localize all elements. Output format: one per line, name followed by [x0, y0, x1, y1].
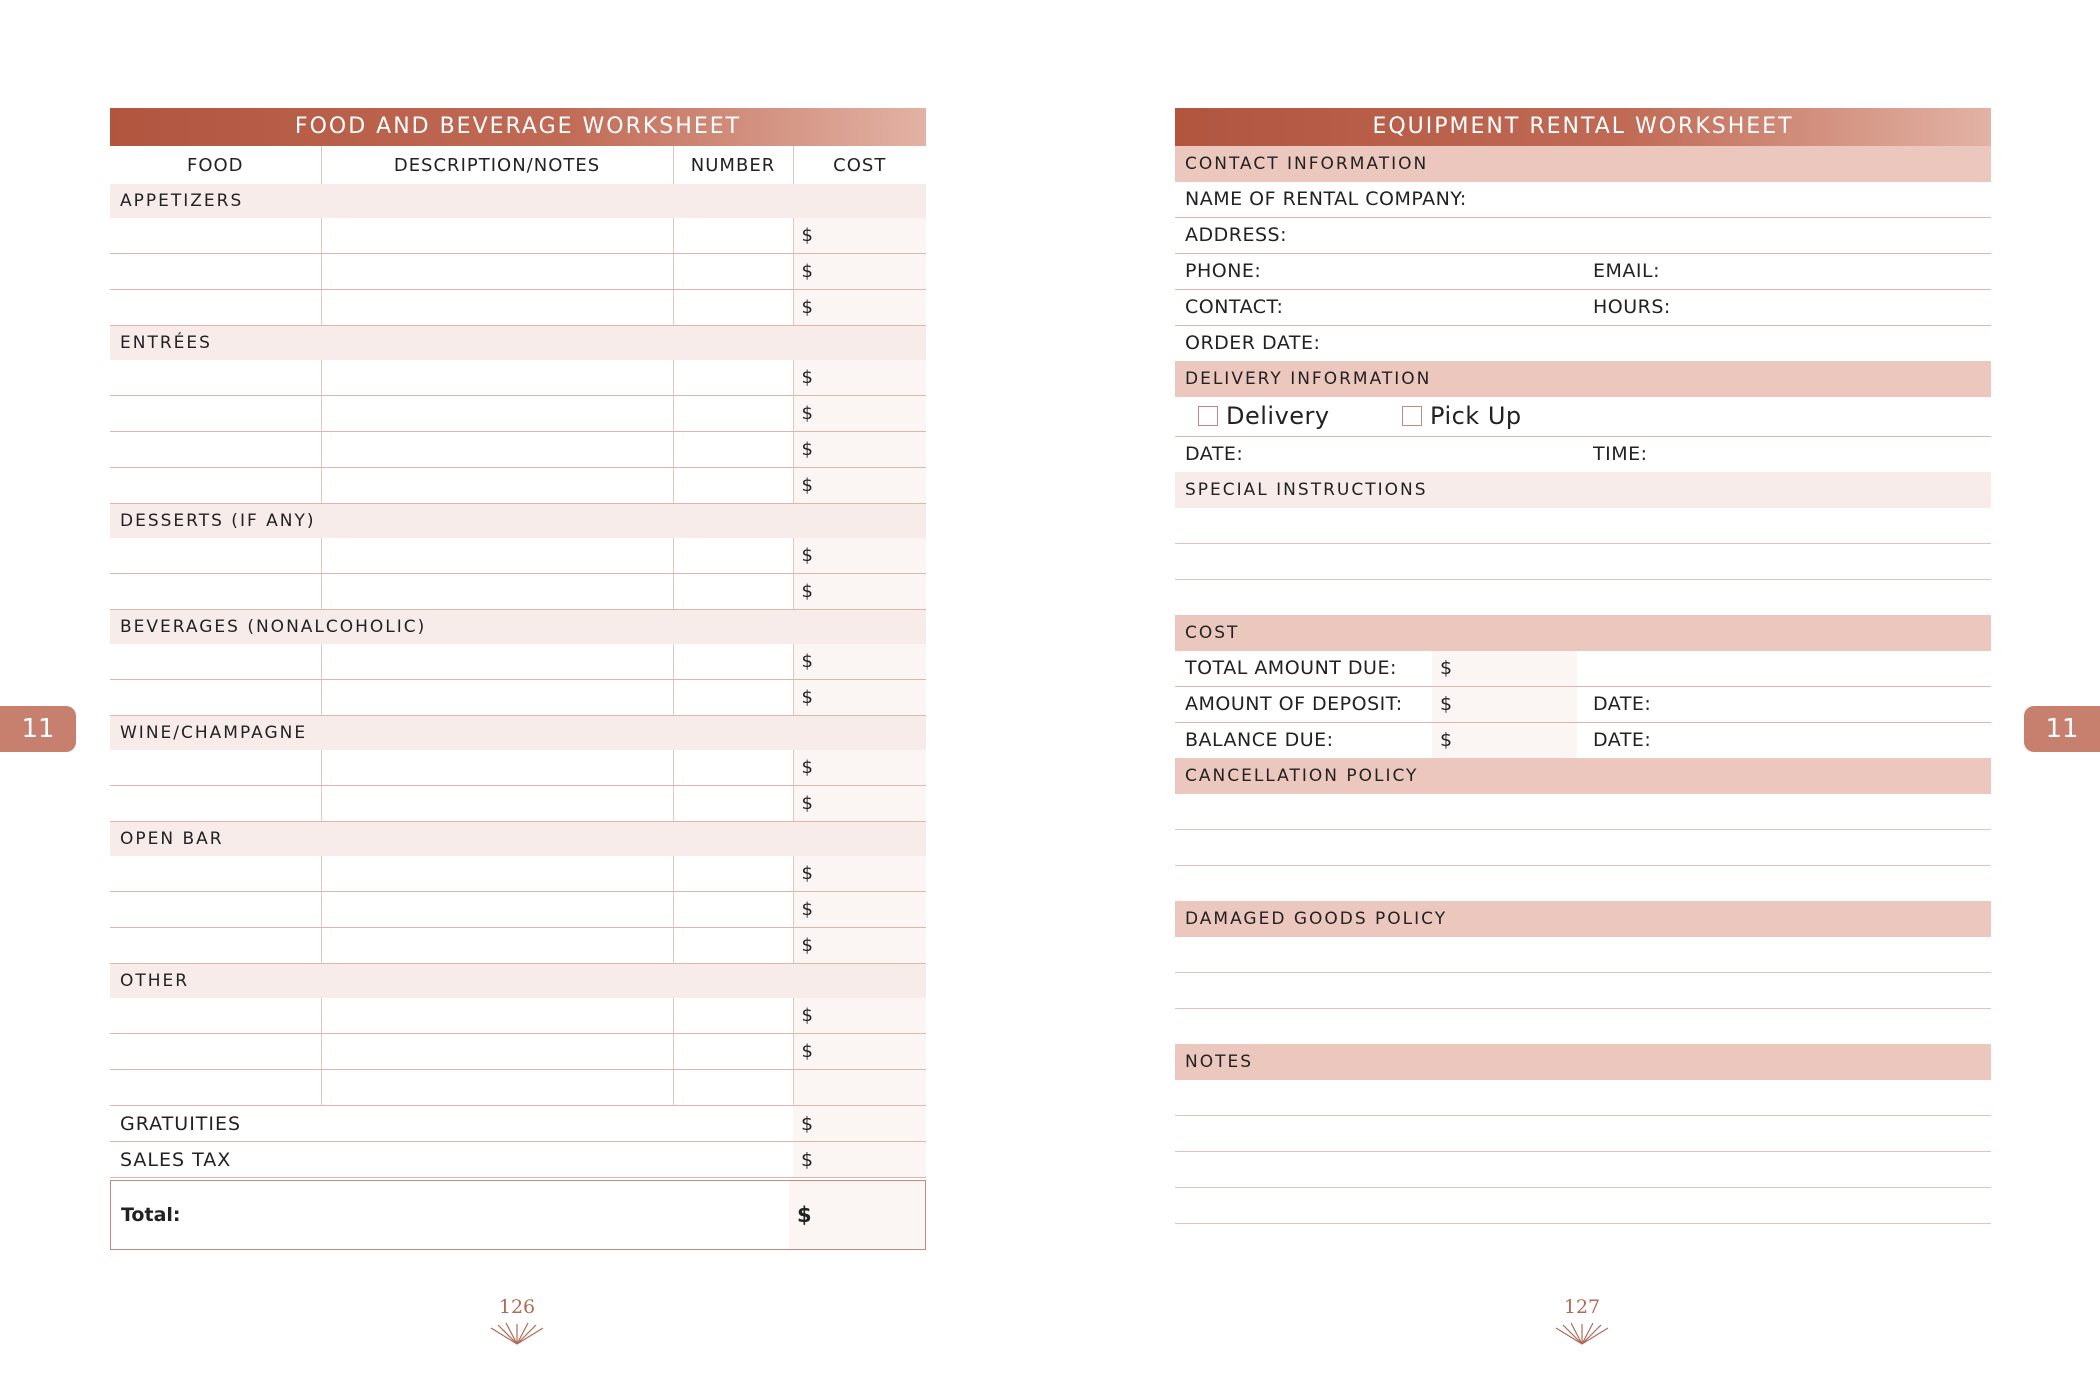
cost-cell[interactable]: $ — [793, 680, 926, 716]
number-cell[interactable] — [673, 644, 793, 680]
chapter-tab-right: 11 — [2024, 706, 2100, 752]
damaged-goods-line[interactable] — [1175, 937, 1991, 973]
sales-tax-row[interactable] — [110, 1142, 926, 1178]
contact-label: CONTACT: — [1185, 296, 1284, 318]
spacer — [1175, 580, 1991, 615]
notes-line[interactable] — [1175, 1188, 1991, 1224]
description-cell[interactable] — [321, 856, 673, 892]
email-label: EMAIL: — [1593, 260, 1660, 282]
cost-cell[interactable]: $ — [793, 644, 926, 680]
gratuities-cost[interactable]: $ — [793, 1106, 926, 1142]
deposit-label: AMOUNT OF DEPOSIT: — [1185, 693, 1403, 715]
col-description: DESCRIPTION/NOTES — [321, 146, 673, 184]
cost-cell[interactable]: $ — [793, 538, 926, 574]
total-due-row[interactable] — [1175, 651, 1991, 687]
damaged-goods-policy-heading: DAMAGED GOODS POLICY — [1175, 901, 1991, 937]
description-cell[interactable] — [321, 928, 673, 964]
number-cell[interactable] — [673, 750, 793, 786]
worksheet-title: FOOD AND BEVERAGE WORKSHEET — [110, 108, 926, 146]
description-cell[interactable] — [321, 998, 673, 1034]
food-cell[interactable] — [110, 680, 321, 716]
sales-tax-label: SALES TAX — [110, 1142, 793, 1178]
cost-cell[interactable]: $ — [793, 1034, 926, 1070]
page-number-right — [1542, 1296, 1622, 1346]
table-row[interactable] — [110, 1034, 926, 1070]
deposit-date-label: DATE: — [1593, 693, 1652, 715]
notes-line[interactable] — [1175, 1116, 1991, 1152]
contact-information-heading: CONTACT INFORMATION — [1175, 146, 1991, 182]
cost-cell[interactable]: $ — [793, 856, 926, 892]
delivery-option-label: Delivery — [1226, 402, 1330, 430]
table-row[interactable] — [110, 750, 926, 786]
food-cell[interactable] — [110, 750, 321, 786]
cancellation-policy-heading: CANCELLATION POLICY — [1175, 758, 1991, 794]
table-row[interactable] — [110, 218, 926, 254]
description-cell[interactable] — [321, 750, 673, 786]
number-cell[interactable] — [673, 998, 793, 1034]
number-cell[interactable] — [673, 1034, 793, 1070]
page-number-left — [477, 1296, 557, 1346]
delivery-date-label: DATE: — [1185, 443, 1244, 465]
number-cell[interactable] — [673, 856, 793, 892]
number-cell[interactable] — [673, 538, 793, 574]
description-cell[interactable] — [321, 786, 673, 822]
table-row[interactable] — [110, 928, 926, 964]
category-wine — [110, 716, 926, 751]
cost-heading: COST — [1175, 615, 1991, 651]
description-cell[interactable] — [321, 218, 673, 254]
category-beverages — [110, 610, 926, 645]
food-cell[interactable] — [110, 892, 321, 928]
equipment-rental-worksheet — [1175, 108, 1991, 1224]
order-date-label: ORDER DATE: — [1185, 332, 1321, 354]
table-row[interactable] — [110, 574, 926, 610]
table-row[interactable] — [110, 360, 926, 396]
description-cell[interactable] — [321, 1034, 673, 1070]
page-number-text: 127 — [1563, 1296, 1601, 1318]
address-row[interactable] — [1175, 218, 1991, 254]
notes-heading: NOTES — [1175, 1044, 1991, 1080]
number-cell[interactable] — [673, 680, 793, 716]
gratuities-label: GRATUITIES — [110, 1106, 793, 1142]
sales-tax-cost[interactable]: $ — [793, 1142, 926, 1178]
category-open-bar — [110, 822, 926, 857]
delivery-information-heading: DELIVERY INFORMATION — [1175, 361, 1991, 397]
damaged-goods-line[interactable] — [1175, 973, 1991, 1009]
cost-cell[interactable]: $ — [793, 786, 926, 822]
number-cell[interactable] — [673, 468, 793, 504]
food-cell[interactable] — [110, 468, 321, 504]
phone-label: PHONE: — [1185, 260, 1262, 282]
food-cell[interactable] — [110, 644, 321, 680]
food-cell[interactable] — [110, 396, 321, 432]
number-cell[interactable] — [673, 254, 793, 290]
special-instructions-line[interactable] — [1175, 544, 1991, 580]
food-cell[interactable] — [110, 1070, 321, 1106]
total-due-label: TOTAL AMOUNT DUE: — [1185, 657, 1397, 679]
category-label: BEVERAGES (NONALCOHOLIC) — [110, 610, 926, 645]
chapter-tab-left: 11 — [0, 706, 76, 752]
category-label: OPEN BAR — [110, 822, 926, 857]
number-cell[interactable] — [673, 396, 793, 432]
description-cell[interactable] — [321, 574, 673, 610]
col-cost: COST — [793, 146, 926, 184]
category-label: OTHER — [110, 964, 926, 999]
cost-cell[interactable]: $ — [793, 290, 926, 326]
deposit-amount[interactable]: $ — [1432, 687, 1577, 722]
cost-cell[interactable]: $ — [793, 998, 926, 1034]
cancellation-line[interactable] — [1175, 794, 1991, 830]
total-cost[interactable]: $ — [789, 1181, 925, 1249]
order-date-row[interactable] — [1175, 326, 1991, 361]
col-number: NUMBER — [673, 146, 793, 184]
description-cell[interactable] — [321, 360, 673, 396]
table-row[interactable] — [110, 786, 926, 822]
balance-row[interactable] — [1175, 723, 1991, 758]
sunburst-ornament-icon — [1554, 1322, 1610, 1346]
delivery-date-time-row[interactable] — [1175, 437, 1991, 472]
description-cell[interactable] — [321, 254, 673, 290]
cost-cell[interactable]: $ — [793, 432, 926, 468]
table-row[interactable] — [110, 644, 926, 680]
phone-email-row[interactable] — [1175, 254, 1991, 290]
table-row[interactable] — [110, 432, 926, 468]
cost-cell[interactable]: $ — [793, 892, 926, 928]
special-instructions-heading: SPECIAL INSTRUCTIONS — [1175, 472, 1991, 508]
category-appetizers — [110, 184, 926, 218]
category-label: ENTRÉES — [110, 326, 926, 361]
description-cell[interactable] — [321, 396, 673, 432]
table-row[interactable] — [110, 680, 926, 716]
description-cell[interactable] — [321, 680, 673, 716]
hours-label: HOURS: — [1593, 296, 1671, 318]
description-cell[interactable] — [321, 468, 673, 504]
table-row[interactable] — [110, 290, 926, 326]
number-cell[interactable] — [673, 290, 793, 326]
table-row[interactable] — [110, 1070, 926, 1106]
category-label: DESSERTS (IF ANY) — [110, 504, 926, 539]
table-row[interactable] — [110, 856, 926, 892]
number-cell[interactable] — [673, 218, 793, 254]
description-cell[interactable] — [321, 290, 673, 326]
cost-cell[interactable]: $ — [793, 468, 926, 504]
category-label: APPETIZERS — [110, 184, 926, 218]
special-instructions-line[interactable] — [1175, 508, 1991, 544]
total-box[interactable] — [110, 1180, 926, 1250]
col-food: FOOD — [186, 154, 244, 176]
food-cell[interactable] — [110, 574, 321, 610]
table-row[interactable] — [110, 892, 926, 928]
food-cell[interactable] — [110, 928, 321, 964]
food-cell[interactable] — [110, 1034, 321, 1070]
contact-hours-row[interactable] — [1175, 290, 1991, 326]
cost-cell[interactable] — [793, 1070, 926, 1106]
table-row[interactable] — [110, 254, 926, 290]
company-label: NAME OF RENTAL COMPANY: — [1185, 188, 1467, 210]
cost-cell[interactable]: $ — [793, 928, 926, 964]
cancellation-line[interactable] — [1175, 830, 1991, 866]
notes-line[interactable] — [1175, 1152, 1991, 1188]
column-headers — [110, 146, 926, 184]
number-cell[interactable] — [673, 786, 793, 822]
food-cell[interactable] — [110, 998, 321, 1034]
number-cell[interactable] — [673, 1070, 793, 1106]
company-row[interactable] — [1175, 182, 1991, 218]
spacer — [1175, 1009, 1991, 1044]
food-beverage-worksheet — [110, 108, 926, 1250]
spacer — [1175, 866, 1991, 901]
cost-cell[interactable]: $ — [793, 218, 926, 254]
cost-cell[interactable]: $ — [793, 750, 926, 786]
description-cell[interactable] — [321, 892, 673, 928]
food-cell[interactable] — [110, 538, 321, 574]
category-other — [110, 964, 926, 999]
address-label: ADDRESS: — [1185, 224, 1287, 246]
delivery-time-label: TIME: — [1593, 443, 1648, 465]
food-cell[interactable] — [110, 290, 321, 326]
table-row[interactable] — [110, 538, 926, 574]
pickup-option-label: Pick Up — [1430, 402, 1522, 430]
cost-cell[interactable]: $ — [793, 254, 926, 290]
pickup-checkbox[interactable] — [1402, 406, 1422, 426]
total-label: Total: — [121, 1204, 181, 1226]
food-cell[interactable] — [110, 786, 321, 822]
description-cell[interactable] — [321, 432, 673, 468]
food-cell[interactable] — [110, 856, 321, 892]
number-cell[interactable] — [673, 574, 793, 610]
number-cell[interactable] — [673, 432, 793, 468]
number-cell[interactable] — [673, 928, 793, 964]
delivery-options-row — [1175, 397, 1991, 437]
category-label: WINE/CHAMPAGNE — [110, 716, 926, 751]
page-number-text: 126 — [498, 1296, 536, 1318]
sunburst-ornament-icon — [489, 1322, 545, 1346]
notes-line[interactable] — [1175, 1080, 1991, 1116]
delivery-checkbox[interactable] — [1198, 406, 1218, 426]
description-cell[interactable] — [321, 644, 673, 680]
description-cell[interactable] — [321, 1070, 673, 1106]
food-cell[interactable] — [110, 360, 321, 396]
pickup-option[interactable] — [1402, 397, 1522, 436]
total-due-amount[interactable]: $ — [1432, 651, 1577, 686]
category-desserts — [110, 504, 926, 539]
food-beverage-table — [110, 146, 926, 1178]
balance-date-label: DATE: — [1593, 729, 1652, 751]
gratuities-row[interactable] — [110, 1106, 926, 1142]
cost-cell[interactable]: $ — [793, 360, 926, 396]
food-cell[interactable] — [110, 218, 321, 254]
description-cell[interactable] — [321, 538, 673, 574]
table-row[interactable] — [110, 998, 926, 1034]
cost-cell[interactable]: $ — [793, 396, 926, 432]
number-cell[interactable] — [673, 360, 793, 396]
table-row[interactable] — [110, 468, 926, 504]
balance-amount[interactable]: $ — [1432, 723, 1577, 758]
balance-label: BALANCE DUE: — [1185, 729, 1334, 751]
category-entrees — [110, 326, 926, 361]
table-row[interactable] — [110, 396, 926, 432]
number-cell[interactable] — [673, 892, 793, 928]
deposit-row[interactable] — [1175, 687, 1991, 723]
food-cell[interactable] — [110, 254, 321, 290]
worksheet-title: EQUIPMENT RENTAL WORKSHEET — [1175, 108, 1991, 146]
cost-cell[interactable]: $ — [793, 574, 926, 610]
food-cell[interactable] — [110, 432, 321, 468]
delivery-option[interactable] — [1198, 397, 1330, 436]
